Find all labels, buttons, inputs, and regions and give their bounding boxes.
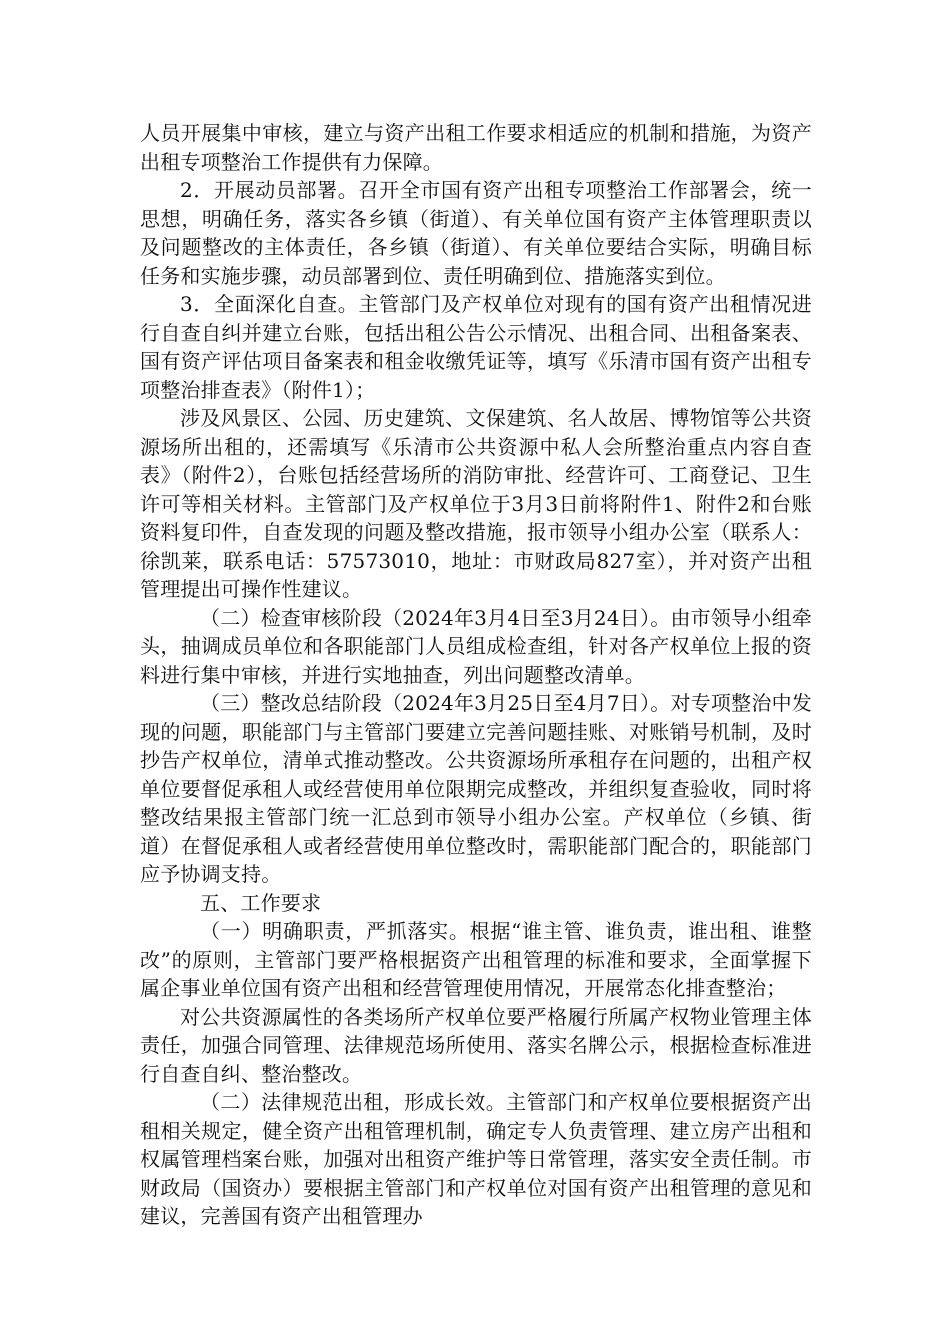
paragraph-3: 3．全面深化自查。主管部门及产权单位对现有的国有资产出租情况进行自查自纠并建立台账，包括出租公告公示情况、出租合同、出租备案表、国有资产评估项目备案表和租金收缴凭证等，填写《乐清市国有资产出租专项整治排查表》（附件1）； <box>140 292 812 402</box>
paragraph-8: （一）明确职责，严抓落实。根据“谁主管、谁负责，谁出租、谁整改”的原则，主管部门要严格根据资产出租管理的标准和要求，全面掌握下属企事业单位国有资产出租和经营管理使用情况，开展常态化排查整治； <box>140 919 812 1000</box>
paragraph-9: 对公共资源属性的各类场所产权单位要严格履行所属产权物业管理主体责任，加强合同管理、法律规范场所使用、落实名牌公示，根据检查标准进行自查自纠、整治整改。 <box>140 1004 812 1086</box>
paragraph-2: 2．开展动员部署。召开全市国有资产出租专项整治工作部署会，统一思想，明确任务，落实各乡镇（街道）、有关单位国有资产主体管理职责以及问题整改的主体责任，各乡镇（街道）、有关单位要结合实际，明确目标任务和实施步骤，动员部署到位、责任明确到位、措施落实到位。 <box>140 178 812 288</box>
paragraph-10: （二）法律规范出租，形成长效。主管部门和产权单位要根据资产出租相关规定，健全资产出租管理机制，确定专人负责管理、建立房产出租和权属管理档案台账，加强对出租资产维护等日常管理，落实安全责任制。市财政局（国资办）要根据主管部门和产权单位对国有资产出租管理的意见和建议，完善国有资产出租管理办 <box>140 1090 812 1228</box>
paragraph-1: 人员开展集中审核，建立与资产出租工作要求相适应的机制和措施，为资产出租专项整治工作提供有力保障。 <box>140 121 812 174</box>
paragraph-5: （二）检查审核阶段（2024年3月4日至3月24日）。由市领导小组牵头，抽调成员单位和各职能部门人员组成检查组，针对各产权单位上报的资料进行集中审核，并进行实地抽查，列出问题整改清单。 <box>140 605 812 687</box>
paragraph-4: 涉及风景区、公园、历史建筑、文保建筑、名人故居、博物馆等公共资源场所出租的，还需填写《乐清市公共资源中私人会所整治重点内容自查表》（附件2），台账包括经营场所的消防审批、经营许可、工商登记、卫生许可等相关材料。主管部门及产权单位于3月3日前将附件1、附件2和台账资料复印件，自查发现的问题及整改措施，报市领导小组办公室（联系人：徐凯莱，联系电话：57573010，地址：市财政局827室），并对资产出租管理提出可操作性建议。 <box>140 406 812 601</box>
document-body <box>140 119 812 1231</box>
section-heading: 五、工作要求 <box>200 890 322 915</box>
paragraph-6: （三）整改总结阶段（2024年3月25日至4月7日）。对专项整治中发现的问题，职能部门与主管部门要建立完善问题挂账、对账销号机制，及时抄告产权单位，清单式推动整改。公共资源场所承租存在问题的，出租产权单位要督促承租人或经营使用单位限期完成整改，并组织复查验收，同时将整改结果报主管部门统一汇总到市领导小组办公室。产权单位（乡镇、街道）在督促承租人或者经营使用单位整改时，需职能部门配合的，职能部门应予协调支持。 <box>140 691 812 886</box>
